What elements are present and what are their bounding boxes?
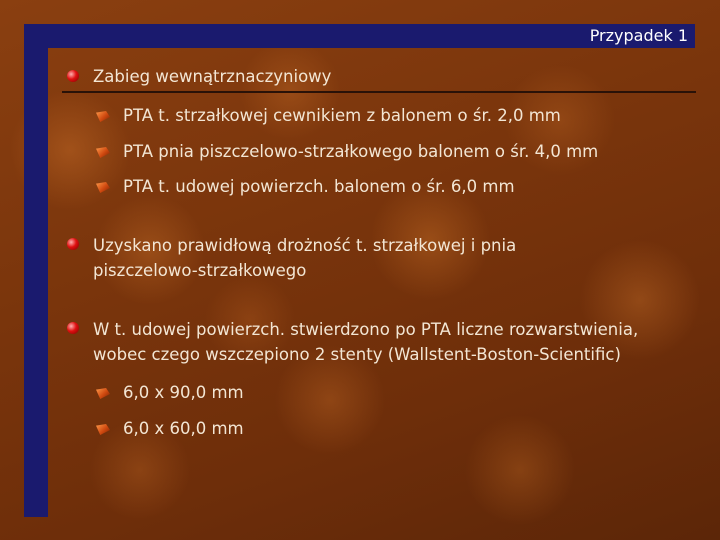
bullet-sub-1-3: PTA t. udowej powierzch. balonem o śr. 6,0 mm: [123, 177, 515, 196]
bullet-sub-1-1: PTA t. strzałkowej cewnikiem z balonem o śr. 2,0 mm: [123, 106, 561, 125]
bullet-sub-3-2: 6,0 x 60,0 mm: [123, 419, 244, 438]
bullet-ball-icon: [67, 238, 79, 250]
bullet-sub-1-2: PTA pnia piszczelowo-strzałkowego balonem o śr. 4,0 mm: [123, 142, 599, 161]
slide-title: Przypadek 1: [589, 26, 688, 45]
title-divider: [62, 91, 696, 93]
bullet-sub-3-1: 6,0 x 90,0 mm: [123, 383, 244, 402]
bullet-main-3-line-1: W t. udowej powierzch. stwierdzono po PTA liczne rozwarstwienia,: [93, 320, 639, 339]
bullet-arrow-icon: [96, 182, 110, 193]
bullet-main-2-line-2: piszczelowo-strzałkowego: [93, 261, 307, 280]
bullet-arrow-icon: [96, 111, 110, 122]
bullet-arrow-icon: [96, 147, 110, 158]
bullet-ball-icon: [67, 322, 79, 334]
bullet-arrow-icon: [96, 388, 110, 399]
bullet-main-1: Zabieg wewnątrznaczyniowy: [93, 67, 332, 86]
bullet-main-3-line-2: wobec czego wszczepiono 2 stenty (Wallstent-Boston-Scientific): [93, 345, 621, 364]
frame-left-bar: [24, 24, 48, 517]
bullet-main-2-line-1: Uzyskano prawidłową drożność t. strzałkowej i pnia: [93, 236, 517, 255]
bullet-ball-icon: [67, 70, 79, 82]
bullet-arrow-icon: [96, 424, 110, 435]
